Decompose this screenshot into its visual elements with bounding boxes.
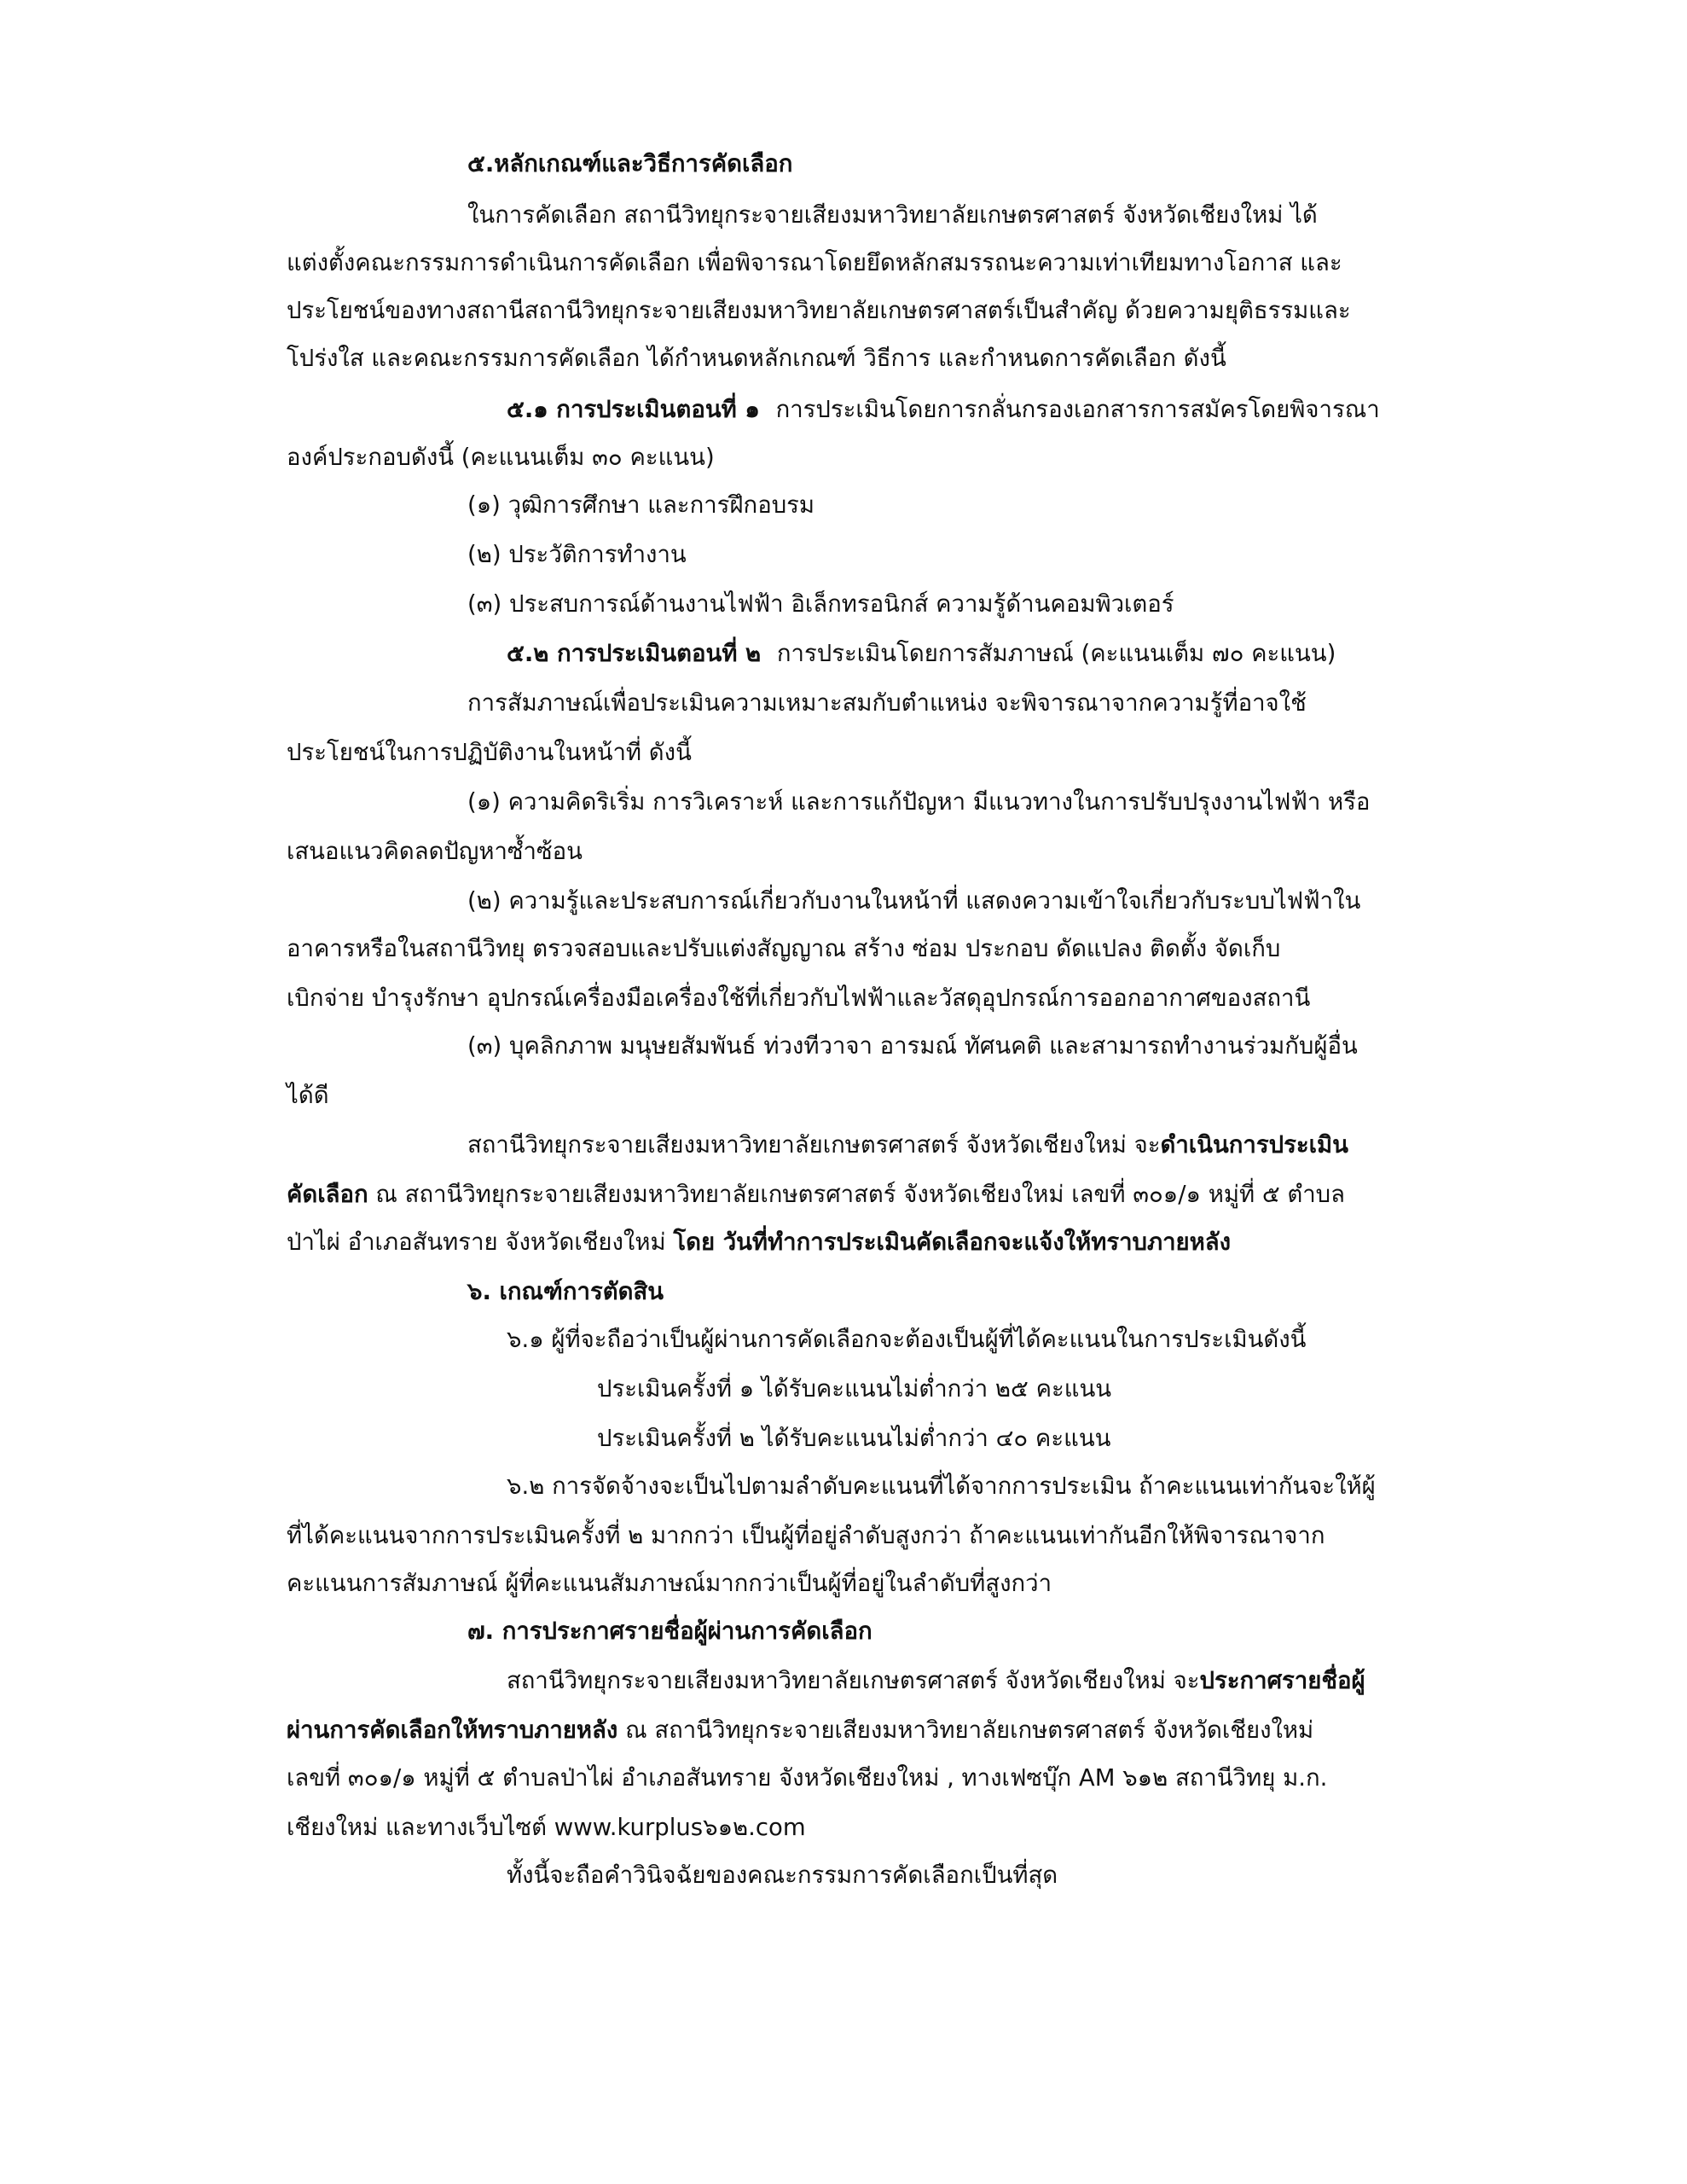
section-6-score-2: ประเมินครั้งที่ ๒ ได้รับคะแนนไม่ต่ำกว่า ๔๐ คะแนน (597, 1425, 1111, 1452)
section-5-1-text-2: องค์ประกอบดังนี้ (คะแนนเต็ม ๓๐ คะแนน) (287, 444, 715, 471)
section-6-2-line-3: คะแนนการสัมภาษณ์ ผู้ที่คะแนนสัมภาษณ์มากกว่าเป็นผู้ที่อยู่ในลำดับที่สูงกว่า (287, 1570, 1052, 1597)
section-7-text-2b: ณ สถานีวิทยุกระจายเสียงมหาวิทยาลัยเกษตรศาสตร์ จังหวัดเชียงใหม่ (617, 1716, 1314, 1744)
section-5-1-item-3: (๓) ประสบการณ์ด้านงานไฟฟ้า อิเล็กทรอนิกส์ ความรู้ด้านคอมพิวเตอร์ (467, 590, 1174, 618)
section-5-2-item-2-line-2: อาคารหรือในสถานีวิทยุ ตรวจสอบและปรับแต่งสัญญาณ สร้าง ซ่อม ประกอบ ดัดแปลง ติดตั้ง จัดเก็บ (287, 935, 1281, 962)
section-5-2-item-2-line-3: เบิกจ่าย บำรุงรักษา อุปกรณ์เครื่องมือเครื่องใช้ที่เกี่ยวกับไฟฟ้าและวัสดุอุปกรณ์การออกอากาศของสถานี (287, 985, 1311, 1012)
location-text-2a: คัดเลือก (287, 1181, 368, 1208)
section-5-2-item-2-line-1: (๒) ความรู้และประสบการณ์เกี่ยวกับงานในหน้าที่ แสดงความเข้าใจเกี่ยวกับระบบไฟฟ้าใน (467, 887, 1361, 915)
section-5-2-text: การประเมินโดยการสัมภาษณ์ (คะแนนเต็ม ๗๐ คะแนน) (776, 640, 1336, 667)
location-text-1b: ดำเนินการประเมิน (1160, 1131, 1348, 1159)
section-7-closing: ทั้งนี้จะถือคำวินิจฉัยของคณะกรรมการคัดเลือกเป็นที่สุด (507, 1862, 1058, 1889)
section-5-heading: ๕.หลักเกณฑ์และวิธีการคัดเลือก (467, 150, 793, 177)
section-6-2-line-1: ๖.๒ การจัดจ้างจะเป็นไปตามลำดับคะแนนที่ได้จากการประเมิน ถ้าคะแนนเท่ากันจะให้ผู้ (507, 1472, 1376, 1500)
section-7-text-1a: สถานีวิทยุกระจายเสียงมหาวิทยาลัยเกษตรศาสตร์ จังหวัดเชียงใหม่ จะ (507, 1667, 1200, 1694)
location-text-2b: ณ สถานีวิทยุกระจายเสียงมหาวิทยาลัยเกษตรศาสตร์ จังหวัดเชียงใหม่ เลขที่ ๓๐๑/๑ หมู่ที่ ๕ ตำบล (368, 1181, 1345, 1208)
section-5-intro-line-1: ในการคัดเลือก สถานีวิทยุกระจายเสียงมหาวิทยาลัยเกษตรศาสตร์ จังหวัดเชียงใหม่ ได้ (467, 201, 1318, 229)
section-7-line-1 (507, 1664, 1365, 1698)
section-5-intro-line-3: ประโยชน์ของทางสถานีสถานีวิทยุกระจายเสียงมหาวิทยาลัยเกษตรศาสตร์เป็นสำคัญ ด้วยความยุติธรรมและ (287, 297, 1351, 324)
section-5-1-text: การประเมินโดยการกลั่นกรองเอกสารการสมัครโดยพิจารณา (775, 396, 1380, 423)
section-6-1: ๖.๑ ผู้ที่จะถือว่าเป็นผู้ผ่านการคัดเลือกจะต้องเป็นผู้ที่ได้คะแนนในการประเมินดังนี้ (507, 1326, 1307, 1353)
section-7-heading: ๗. การประกาศรายชื่อผู้ผ่านการคัดเลือก (467, 1618, 872, 1645)
section-5-2-item-1-line-1: (๑) ความคิดริเริ่ม การวิเคราะห์ และการแก้ปัญหา มีแนวทางในการปรับปรุงงานไฟฟ้า หรือ (467, 788, 1371, 816)
section-7-text-2a: ผ่านการคัดเลือกให้ทราบภายหลัง (287, 1716, 618, 1744)
section-5-1-item-1: (๑) วุฒิการศึกษา และการฝึกอบรม (467, 491, 815, 519)
section-5-intro-line-4: โปร่งใส และคณะกรรมการคัดเลือก ได้กำหนดหลักเกณฑ์ วิธีการ และกำหนดการคัดเลือก ดังนี้ (287, 345, 1226, 372)
section-6-score-1: ประเมินครั้งที่ ๑ ได้รับคะแนนไม่ต่ำกว่า ๒๕ คะแนน (597, 1375, 1112, 1403)
location-text-1a: สถานีวิทยุกระจายเสียงมหาวิทยาลัยเกษตรศาสตร์ จังหวัดเชียงใหม่ จะ (467, 1131, 1161, 1159)
section-5-2-item-3-line-2: ได้ดี (287, 1082, 329, 1109)
section-5-2-item-3-line-1: (๓) บุคลิกภาพ มนุษยสัมพันธ์ ท่วงทีวาจา อารมณ์ ทัศนคติ และสามารถทำงานร่วมกับผู้อื่น (467, 1032, 1358, 1060)
section-5-2-line (507, 636, 1336, 671)
section-5-2-label: ๕.๒ การประเมินตอนที่ ๒ (507, 640, 762, 667)
section-7-line-4: เชียงใหม่ และทางเว็บไซต์ www.kurplus๖๑๒.com (287, 1814, 806, 1841)
section-6-heading: ๖. เกณฑ์การตัดสิน (467, 1278, 664, 1305)
location-line-3 (287, 1225, 1231, 1259)
section-5-intro-line-2: แต่งตั้งคณะกรรมการดำเนินการคัดเลือก เพื่อพิจารณาโดยยึดหลักสมรรถนะความเท่าเทียมทางโอกาส และ (287, 249, 1342, 276)
section-5-1-line (507, 392, 1380, 427)
location-text-3a: ป่าไผ่ อำเภอสันทราย จังหวัดเชียงใหม่ (287, 1228, 674, 1256)
section-5-2-item-1-line-2: เสนอแนวคิดลดปัญหาซ้ำซ้อน (287, 838, 583, 865)
section-5-1-label: ๕.๑ การประเมินตอนที่ ๑ (507, 396, 760, 423)
location-line-2 (287, 1177, 1345, 1211)
section-7-line-2 (287, 1713, 1313, 1747)
location-text-3b: โดย วันที่ทำการประเมินคัดเลือกจะแจ้งให้ทราบภายหลัง (673, 1228, 1232, 1256)
location-line-1 (467, 1128, 1348, 1162)
section-5-2-intro-1: การสัมภาษณ์เพื่อประเมินความเหมาะสมกับตำแหน่ง จะพิจารณาจากความรู้ที่อาจใช้ (467, 689, 1307, 717)
section-5-1-item-2: (๒) ประวัติการทำงาน (467, 541, 687, 568)
section-7-text-1b: ประกาศรายชื่อผู้ (1199, 1667, 1365, 1694)
section-7-line-3: เลขที่ ๓๐๑/๑ หมู่ที่ ๕ ตำบลป่าไผ่ อำเภอสันทราย จังหวัดเชียงใหม่ , ทางเฟซบุ๊ก AM ๖๑๒ สถานีวิทยุ ม.ก. (287, 1764, 1328, 1792)
section-6-2-line-2: ที่ได้คะแนนจากการประเมินครั้งที่ ๒ มากกว่า เป็นผู้ที่อยู่ลำดับสูงกว่า ถ้าคะแนนเท่ากันอีกให้พิจารณาจาก (287, 1522, 1325, 1549)
section-5-2-intro-2: ประโยชน์ในการปฏิบัติงานในหน้าที่ ดังนี้ (287, 739, 692, 766)
